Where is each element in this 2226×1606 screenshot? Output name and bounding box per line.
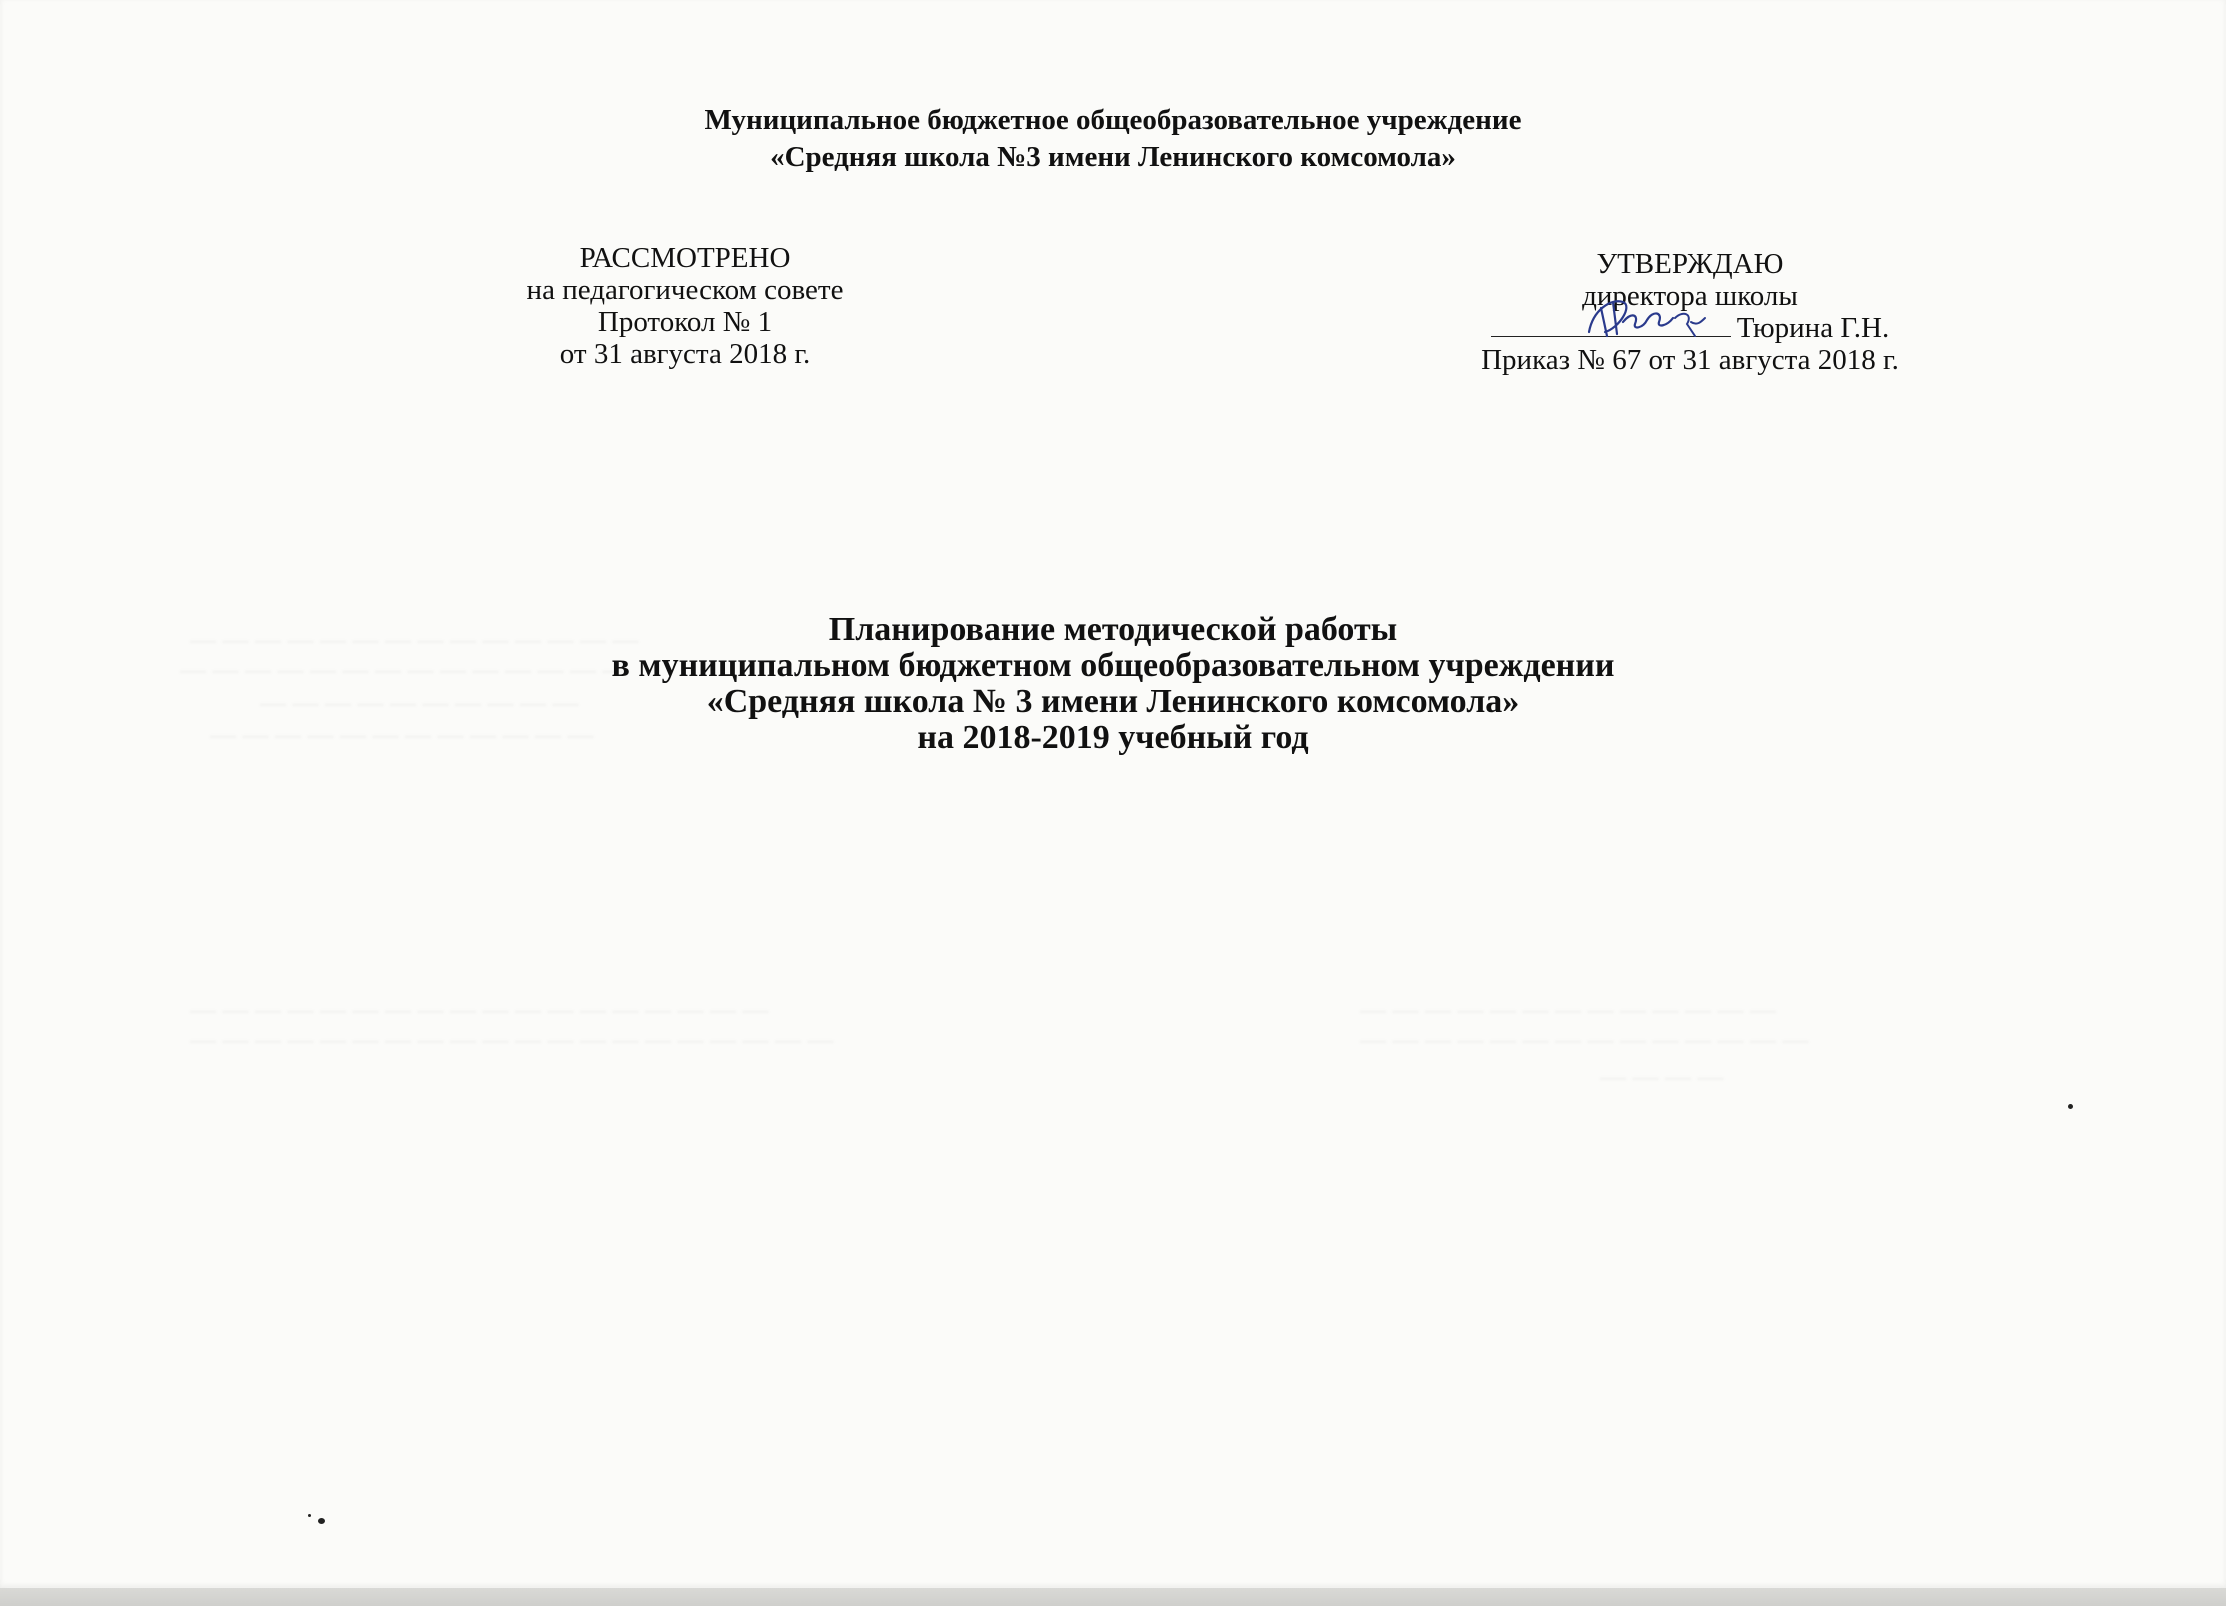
bleed-through: — — — — — — — — — — [260,688,579,717]
signature-row [1420,312,1960,344]
title-line-4: на 2018-2019 учебный год [917,719,1309,756]
approved-label: УТВЕРЖДАЮ [1596,248,1784,280]
reviewed-council: на педагогическом совете [526,274,844,306]
title-line-3: «Средняя школа № 3 имени Ленинского комсомола» [706,683,1520,720]
handwritten-signature [1583,292,1723,348]
bleed-through: — — — — — — — — — — — — — — [180,655,629,684]
reviewed-block [455,242,915,370]
document-title [0,612,2226,756]
bleed-through: — — — — — — — — — — — — — — — — — — [190,995,769,1024]
approved-block [1420,248,1960,376]
reviewed-date: от 31 августа 2018 г. [559,338,811,370]
bleed-through: — — — — — — — — — — — — — — [1360,1025,1809,1054]
bleed-through: — — — — — — — — — — — — — — [190,625,639,654]
bleed-through: — — — — [1600,1062,1724,1091]
reviewed-label: РАССМОТРЕНО [579,242,791,274]
approved-order: Приказ № 67 от 31 августа 2018 г. [1481,344,1899,376]
institution-header [0,102,2226,176]
signature-line [1491,314,1731,337]
title-line-1: Планирование методической работы [828,611,1398,648]
scan-speck [2068,1104,2073,1109]
bleed-through: — — — — — — — — — — — — — — — — — — — — [190,1025,834,1054]
scan-speck [308,1514,311,1517]
approver-name: Тюрина Г.Н. [1736,312,1890,344]
reviewed-protocol: Протокол № 1 [597,306,773,338]
institution-name: Муниципальное бюджетное общеобразовательное учреждение [704,104,1522,136]
bleed-through: — — — — — — — — — — — — — [1360,995,1776,1024]
title-line-2: в муниципальном бюджетном общеобразовательном учреждении [611,647,1615,684]
scan-speck [318,1518,325,1524]
approved-position: директора школы [1582,280,1798,312]
school-name: «Средняя школа №3 имени Ленинского комсомола» [770,141,1456,173]
scan-edge [0,1588,2226,1606]
bleed-through: — — — — — — — — — — — — [210,720,594,749]
